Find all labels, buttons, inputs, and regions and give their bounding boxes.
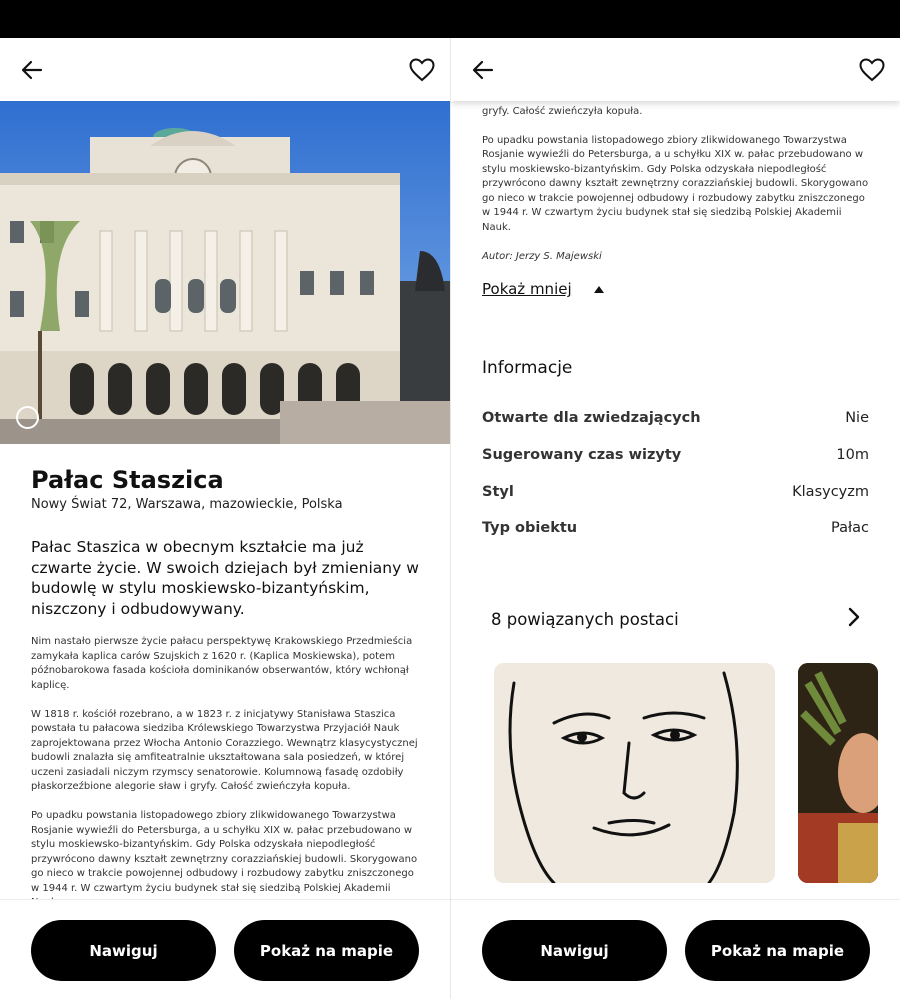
author-line: Autor: Jerzy S. Majewski xyxy=(482,250,602,262)
back-arrow-icon[interactable] xyxy=(467,54,499,86)
info-row xyxy=(482,520,869,536)
description-paragraph: Po upadku powstania listopadowego zbiory zlikwidowanego Towarzystwa Rosjanie wywieźli do Petersburga, a u schyłku XIX w. pałac przebudowano w stylu moskiewsko-bizantyńskim. Gdy Polska odzyskała niepodległość przywrócono dawny kształt zewnętrzny corazziańskiej budowli. Skorygowano go nieco w trakcie powojennej odbudowy i rozbudowy zabytku zniszczonego w 1944 r. W czwartym życiu budynek stał się siedzibą Polskiej Akademii xyxy=(31,810,418,894)
top-bar xyxy=(0,38,450,101)
info-value: Klasycyzm xyxy=(792,484,869,500)
description-paragraph: Nim nastało pierwsze życie pałacu perspektywę Krakowskiego Przedmieścia zamykała kaplica carów Szujskich z 1620 r. (Kaplica Moskiewska), potem późnobarokowa fasada kościoła dominikanów obserwantów, który wchłonął kaplicę. xyxy=(31,636,413,691)
chevron-right-icon xyxy=(847,606,861,632)
show-on-map-button[interactable]: Pokaż na mapie xyxy=(685,920,870,981)
info-row xyxy=(482,410,869,426)
description-paragraph: Po upadku powstania listopadowego zbiory zlikwidowanego Towarzystwa Rosjanie wywieźli do Petersburga, a u schyłku XIX w. pałac przebudowano w stylu moskiewsko-bizantyńskim. Gdy Polska odzyskała niepodległość przywrócono dawny kształt zewnętrzny corazziańskiej budowli. Skorygowano go nieco w trakcie powojennej odbudowy i rozbudowy zabytku zniszczonego w 1944 r. W czwartym życiu budynek stał się siedzibą Polskiej Akademii Nauk. xyxy=(482,134,869,233)
info-value: Nie xyxy=(845,410,869,426)
person-card[interactable] xyxy=(494,663,775,883)
navigate-button[interactable]: Nawiguj xyxy=(31,920,216,981)
place-lead: Pałac Staszica w obecnym kształcie ma już czwarte życie. W swoich dziejach był zmieniany w budowlę w stylu moskiewsko-bizantyńskim, niszczony i odbudowywany. xyxy=(31,538,419,618)
gallery-indicator-icon[interactable] xyxy=(16,406,39,429)
hero-image xyxy=(0,101,450,444)
info-row xyxy=(482,447,869,463)
detail-screen-right xyxy=(450,38,900,999)
heart-icon[interactable] xyxy=(406,54,438,86)
related-people-link[interactable] xyxy=(491,604,861,634)
place-title: Pałac Staszica xyxy=(31,466,224,494)
related-people-label: 8 powiązanych postaci xyxy=(491,609,679,629)
info-value: 10m xyxy=(836,447,869,463)
detail-screen-left xyxy=(0,38,450,999)
info-value: Pałac xyxy=(831,520,869,536)
person-card[interactable] xyxy=(798,663,878,883)
status-bar xyxy=(0,0,900,38)
description-paragraph: W 1818 r. kościół rozebrano, a w 1823 r. z inicjatywy Stanisława Staszica powstała tu pałacowa siedziba Królewskiego Towarzystwa Przyjaciół Nauk zaprojektowana przez Włocha Antonio Corazziego. Wewnątrz klasycystycznej budowli znalazła się amfiteatralnie ukształtowana sala posiedzeń, w której uczeni zasiadali niczym rzymscy senatorowie. Kolumnową fasadę ozdobiły płaskorzeźbione alegorie sław i gryfy. Całość zwieńczyła kopuła. xyxy=(31,708,418,792)
bottom-actions xyxy=(0,899,450,999)
show-less-link[interactable] xyxy=(482,280,604,298)
bottom-actions xyxy=(451,899,900,999)
info-row xyxy=(482,484,869,500)
place-address: Nowy Świat 72, Warszawa, mazowieckie, Polska xyxy=(31,497,343,512)
navigate-button[interactable]: Nawiguj xyxy=(482,920,667,981)
back-arrow-icon[interactable] xyxy=(16,54,48,86)
info-heading: Informacje xyxy=(482,358,573,378)
show-on-map-button[interactable]: Pokaż na mapie xyxy=(234,920,419,981)
info-key: Sugerowany czas wizyty xyxy=(482,447,682,463)
place-description xyxy=(482,90,872,279)
heart-icon[interactable] xyxy=(856,54,888,86)
portrait-sketch-image xyxy=(494,663,775,883)
show-less-label: Pokaż mniej xyxy=(482,280,572,298)
caret-up-icon xyxy=(594,286,604,293)
top-bar xyxy=(451,38,900,101)
portrait-painting-image xyxy=(798,663,878,883)
info-key: Styl xyxy=(482,484,514,500)
info-key: Otwarte dla zwiedzających xyxy=(482,410,701,426)
info-key: Typ obiektu xyxy=(482,520,578,536)
description-fragment: gryfy. Całość zwieńczyła kopuła. xyxy=(482,105,643,117)
